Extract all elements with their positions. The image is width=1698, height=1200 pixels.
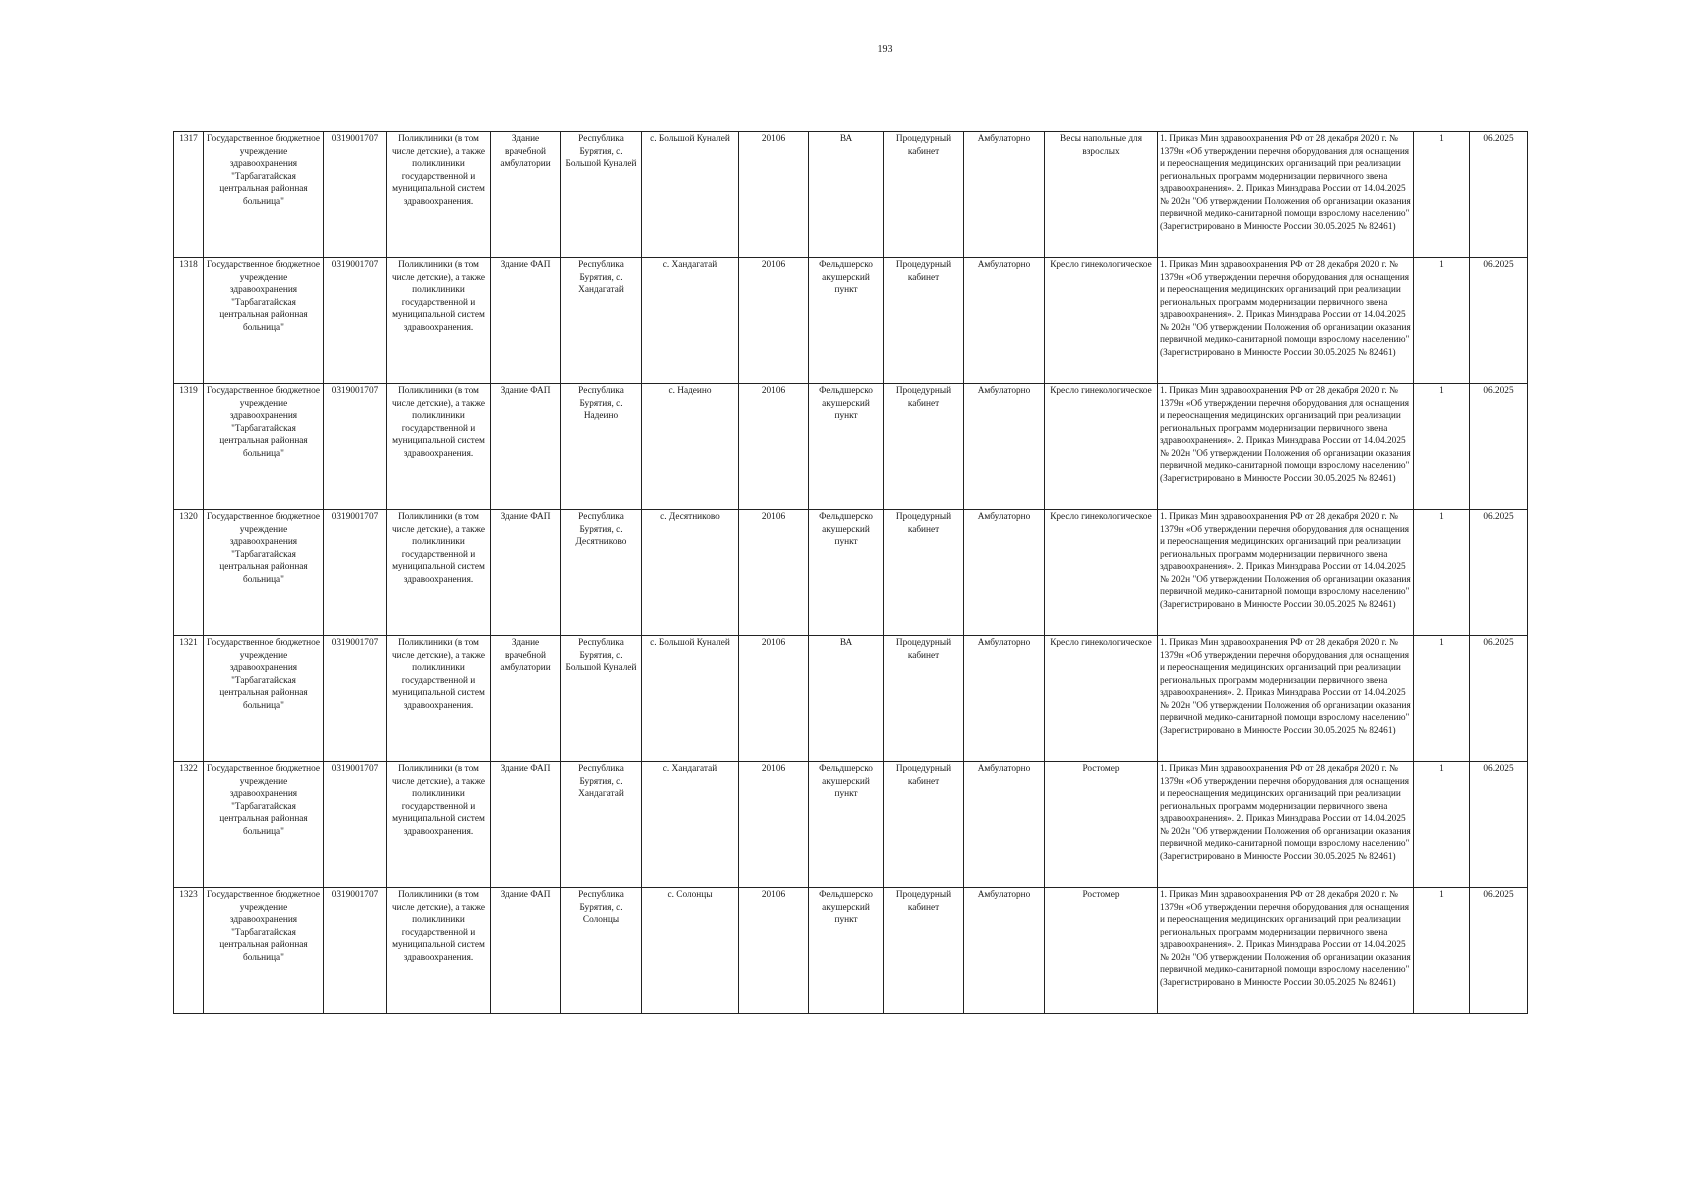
row-number-cell: 1317 bbox=[174, 132, 204, 258]
equipment-cell: Кресло гинекологическое bbox=[1045, 258, 1158, 384]
equipment-cell: Весы напольные для взрослых bbox=[1045, 132, 1158, 258]
row-number-cell: 1321 bbox=[174, 636, 204, 762]
room-cell: Процедурный кабинет bbox=[884, 384, 964, 510]
settlement-cell: с. Хандагатай bbox=[642, 762, 739, 888]
address-cell: Республика Бурятия, с. Хандагатай bbox=[561, 258, 642, 384]
care-form-cell: Амбулаторно bbox=[964, 132, 1045, 258]
organization-cell: Государственное бюджетное учреждение здравоохранения "Тарбагатайская центральная районная больница" bbox=[204, 510, 324, 636]
building-cell: Здание ФАП bbox=[491, 888, 561, 1014]
row-number-cell: 1319 bbox=[174, 384, 204, 510]
settlement-cell: с. Солонцы bbox=[642, 888, 739, 1014]
settlement-cell: с. Надеино bbox=[642, 384, 739, 510]
table-row bbox=[174, 384, 1528, 510]
table-row bbox=[174, 132, 1528, 258]
code-cell: 20106 bbox=[739, 888, 809, 1014]
care-form-cell: Амбулаторно bbox=[964, 636, 1045, 762]
settlement-cell: с. Хандагатай bbox=[642, 258, 739, 384]
organization-cell: Государственное бюджетное учреждение здравоохранения "Тарбагатайская центральная районная больница" bbox=[204, 384, 324, 510]
table-row bbox=[174, 636, 1528, 762]
table-row bbox=[174, 888, 1528, 1014]
table-row bbox=[174, 258, 1528, 384]
quantity-cell: 1 bbox=[1414, 258, 1470, 384]
equipment-cell: Ростомер bbox=[1045, 762, 1158, 888]
legal-basis-cell: 1. Приказ Мин здравоохранения РФ от 28 декабря 2020 г. № 1379н «Об утверждении перечня оборудования для оснащения и переоснащения медицинских организаций при реализации региональных программ модернизации первичного звена здравоохранения». 2. Приказ Минздрава России от 14.04.2025 № 202н "Об утверждении Положения об организации оказания первичной медико-санитарной помощи взрослому населению" (Зарегистрировано в Минюсте России 30.05.2025 № 82461) bbox=[1158, 132, 1414, 258]
date-cell: 06.2025 bbox=[1470, 888, 1528, 1014]
settlement-cell: с. Большой Куналей bbox=[642, 132, 739, 258]
address-cell: Республика Бурятия, с. Хандагатай bbox=[561, 762, 642, 888]
building-cell: Здание врачебной амбулатории bbox=[491, 636, 561, 762]
row-number-cell: 1322 bbox=[174, 762, 204, 888]
table-body bbox=[174, 132, 1528, 1014]
date-cell: 06.2025 bbox=[1470, 258, 1528, 384]
facility-type-cell: Поликлиники (в том числе детские), а также поликлиники государственной и муниципальной систем здравоохранения. bbox=[387, 636, 491, 762]
quantity-cell: 1 bbox=[1414, 888, 1470, 1014]
unit-cell: Фельдшерско акушерский пункт bbox=[809, 510, 884, 636]
organization-cell: Государственное бюджетное учреждение здравоохранения "Тарбагатайская центральная районная больница" bbox=[204, 636, 324, 762]
unit-cell: Фельдшерско акушерский пункт bbox=[809, 888, 884, 1014]
table-row bbox=[174, 510, 1528, 636]
row-number-cell: 1323 bbox=[174, 888, 204, 1014]
address-cell: Республика Бурятия, с. Большой Куналей bbox=[561, 132, 642, 258]
inn-cell: 0319001707 bbox=[324, 636, 387, 762]
organization-cell: Государственное бюджетное учреждение здравоохранения "Тарбагатайская центральная районная больница" bbox=[204, 762, 324, 888]
room-cell: Процедурный кабинет bbox=[884, 762, 964, 888]
room-cell: Процедурный кабинет bbox=[884, 636, 964, 762]
room-cell: Процедурный кабинет bbox=[884, 258, 964, 384]
code-cell: 20106 bbox=[739, 258, 809, 384]
settlement-cell: с. Десятниково bbox=[642, 510, 739, 636]
legal-basis-cell: 1. Приказ Мин здравоохранения РФ от 28 декабря 2020 г. № 1379н «Об утверждении перечня оборудования для оснащения и переоснащения медицинских организаций при реализации региональных программ модернизации первичного звена здравоохранения». 2. Приказ Минздрава России от 14.04.2025 № 202н "Об утверждении Положения об организации оказания первичной медико-санитарной помощи взрослому населению" (Зарегистрировано в Минюсте России 30.05.2025 № 82461) bbox=[1158, 888, 1414, 1014]
organization-cell: Государственное бюджетное учреждение здравоохранения "Тарбагатайская центральная районная больница" bbox=[204, 132, 324, 258]
organization-cell: Государственное бюджетное учреждение здравоохранения "Тарбагатайская центральная районная больница" bbox=[204, 888, 324, 1014]
inn-cell: 0319001707 bbox=[324, 258, 387, 384]
address-cell: Республика Бурятия, с. Десятниково bbox=[561, 510, 642, 636]
facility-type-cell: Поликлиники (в том числе детские), а также поликлиники государственной и муниципальной систем здравоохранения. bbox=[387, 762, 491, 888]
legal-basis-cell: 1. Приказ Мин здравоохранения РФ от 28 декабря 2020 г. № 1379н «Об утверждении перечня оборудования для оснащения и переоснащения медицинских организаций при реализации региональных программ модернизации первичного звена здравоохранения». 2. Приказ Минздрава России от 14.04.2025 № 202н "Об утверждении Положения об организации оказания первичной медико-санитарной помощи взрослому населению" (Зарегистрировано в Минюсте России 30.05.2025 № 82461) bbox=[1158, 762, 1414, 888]
date-cell: 06.2025 bbox=[1470, 636, 1528, 762]
settlement-cell: с. Большой Куналей bbox=[642, 636, 739, 762]
table-row bbox=[174, 762, 1528, 888]
facility-type-cell: Поликлиники (в том числе детские), а также поликлиники государственной и муниципальной систем здравоохранения. bbox=[387, 384, 491, 510]
facility-type-cell: Поликлиники (в том числе детские), а также поликлиники государственной и муниципальной систем здравоохранения. bbox=[387, 888, 491, 1014]
equipment-cell: Кресло гинекологическое bbox=[1045, 384, 1158, 510]
quantity-cell: 1 bbox=[1414, 510, 1470, 636]
legal-basis-cell: 1. Приказ Мин здравоохранения РФ от 28 декабря 2020 г. № 1379н «Об утверждении перечня оборудования для оснащения и переоснащения медицинских организаций при реализации региональных программ модернизации первичного звена здравоохранения». 2. Приказ Минздрава России от 14.04.2025 № 202н "Об утверждении Положения об организации оказания первичной медико-санитарной помощи взрослому населению" (Зарегистрировано в Минюсте России 30.05.2025 № 82461) bbox=[1158, 384, 1414, 510]
facility-type-cell: Поликлиники (в том числе детские), а также поликлиники государственной и муниципальной систем здравоохранения. bbox=[387, 510, 491, 636]
care-form-cell: Амбулаторно bbox=[964, 510, 1045, 636]
room-cell: Процедурный кабинет bbox=[884, 132, 964, 258]
quantity-cell: 1 bbox=[1414, 132, 1470, 258]
unit-cell: Фельдшерско акушерский пункт bbox=[809, 762, 884, 888]
inn-cell: 0319001707 bbox=[324, 762, 387, 888]
date-cell: 06.2025 bbox=[1470, 510, 1528, 636]
equipment-table bbox=[173, 131, 1528, 1014]
code-cell: 20106 bbox=[739, 132, 809, 258]
quantity-cell: 1 bbox=[1414, 636, 1470, 762]
unit-cell: Фельдшерско акушерский пункт bbox=[809, 258, 884, 384]
date-cell: 06.2025 bbox=[1470, 762, 1528, 888]
quantity-cell: 1 bbox=[1414, 384, 1470, 510]
care-form-cell: Амбулаторно bbox=[964, 258, 1045, 384]
row-number-cell: 1318 bbox=[174, 258, 204, 384]
room-cell: Процедурный кабинет bbox=[884, 510, 964, 636]
unit-cell: ВА bbox=[809, 636, 884, 762]
code-cell: 20106 bbox=[739, 510, 809, 636]
building-cell: Здание ФАП bbox=[491, 762, 561, 888]
address-cell: Республика Бурятия, с. Большой Куналей bbox=[561, 636, 642, 762]
equipment-cell: Ростомер bbox=[1045, 888, 1158, 1014]
care-form-cell: Амбулаторно bbox=[964, 384, 1045, 510]
unit-cell: Фельдшерско акушерский пункт bbox=[809, 384, 884, 510]
equipment-cell: Кресло гинекологическое bbox=[1045, 636, 1158, 762]
facility-type-cell: Поликлиники (в том числе детские), а также поликлиники государственной и муниципальной систем здравоохранения. bbox=[387, 132, 491, 258]
organization-cell: Государственное бюджетное учреждение здравоохранения "Тарбагатайская центральная районная больница" bbox=[204, 258, 324, 384]
facility-type-cell: Поликлиники (в том числе детские), а также поликлиники государственной и муниципальной систем здравоохранения. bbox=[387, 258, 491, 384]
legal-basis-cell: 1. Приказ Мин здравоохранения РФ от 28 декабря 2020 г. № 1379н «Об утверждении перечня оборудования для оснащения и переоснащения медицинских организаций при реализации региональных программ модернизации первичного звена здравоохранения». 2. Приказ Минздрава России от 14.04.2025 № 202н "Об утверждении Положения об организации оказания первичной медико-санитарной помощи взрослому населению" (Зарегистрировано в Минюсте России 30.05.2025 № 82461) bbox=[1158, 636, 1414, 762]
care-form-cell: Амбулаторно bbox=[964, 762, 1045, 888]
date-cell: 06.2025 bbox=[1470, 132, 1528, 258]
row-number-cell: 1320 bbox=[174, 510, 204, 636]
equipment-cell: Кресло гинекологическое bbox=[1045, 510, 1158, 636]
quantity-cell: 1 bbox=[1414, 762, 1470, 888]
building-cell: Здание ФАП bbox=[491, 510, 561, 636]
building-cell: Здание ФАП bbox=[491, 384, 561, 510]
building-cell: Здание врачебной амбулатории bbox=[491, 132, 561, 258]
inn-cell: 0319001707 bbox=[324, 132, 387, 258]
legal-basis-cell: 1. Приказ Мин здравоохранения РФ от 28 декабря 2020 г. № 1379н «Об утверждении перечня оборудования для оснащения и переоснащения медицинских организаций при реализации региональных программ модернизации первичного звена здравоохранения». 2. Приказ Минздрава России от 14.04.2025 № 202н "Об утверждении Положения об организации оказания первичной медико-санитарной помощи взрослому населению" (Зарегистрировано в Минюсте России 30.05.2025 № 82461) bbox=[1158, 258, 1414, 384]
inn-cell: 0319001707 bbox=[324, 510, 387, 636]
page-number: 193 bbox=[877, 44, 893, 55]
code-cell: 20106 bbox=[739, 636, 809, 762]
building-cell: Здание ФАП bbox=[491, 258, 561, 384]
inn-cell: 0319001707 bbox=[324, 888, 387, 1014]
code-cell: 20106 bbox=[739, 762, 809, 888]
address-cell: Республика Бурятия, с. Солонцы bbox=[561, 888, 642, 1014]
room-cell: Процедурный кабинет bbox=[884, 888, 964, 1014]
care-form-cell: Амбулаторно bbox=[964, 888, 1045, 1014]
code-cell: 20106 bbox=[739, 384, 809, 510]
legal-basis-cell: 1. Приказ Мин здравоохранения РФ от 28 декабря 2020 г. № 1379н «Об утверждении перечня оборудования для оснащения и переоснащения медицинских организаций при реализации региональных программ модернизации первичного звена здравоохранения». 2. Приказ Минздрава России от 14.04.2025 № 202н "Об утверждении Положения об организации оказания первичной медико-санитарной помощи взрослому населению" (Зарегистрировано в Минюсте России 30.05.2025 № 82461) bbox=[1158, 510, 1414, 636]
inn-cell: 0319001707 bbox=[324, 384, 387, 510]
unit-cell: ВА bbox=[809, 132, 884, 258]
date-cell: 06.2025 bbox=[1470, 384, 1528, 510]
address-cell: Республика Бурятия, с. Надеино bbox=[561, 384, 642, 510]
